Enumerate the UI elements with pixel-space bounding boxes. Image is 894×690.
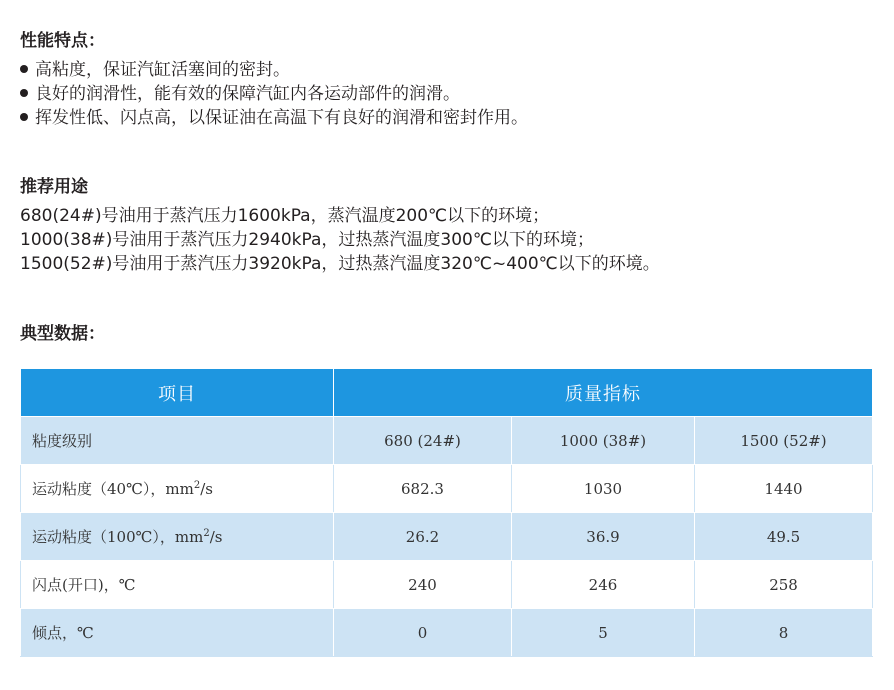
row-label-text: 运动粘度（40℃），mm xyxy=(32,480,194,498)
cell-value: 49.5 xyxy=(695,513,873,561)
feature-text: 良好的润滑性，能有效的保障汽缸内各运动部件的润滑。 xyxy=(35,84,460,104)
cell-value: 680 (24#) xyxy=(334,417,512,465)
row-label-sup: 2 xyxy=(203,528,210,539)
row-label: 粘度级别 xyxy=(21,417,334,465)
cell-value: 246 xyxy=(512,561,695,609)
row-label: 闪点(开口)，℃ xyxy=(21,561,334,609)
features-section xyxy=(20,30,874,130)
bullet-icon xyxy=(20,113,28,121)
cell-value: 36.9 xyxy=(512,513,695,561)
table-row xyxy=(21,465,873,513)
feature-item xyxy=(20,106,874,130)
feature-text: 高粘度，保证汽缸活塞间的密封。 xyxy=(35,60,290,80)
row-label-unit: /s xyxy=(200,480,213,498)
cell-value: 1000 (38#) xyxy=(512,417,695,465)
row-label-unit: /s xyxy=(209,528,223,546)
cell-value: 26.2 xyxy=(334,513,512,561)
feature-text: 挥发性低、闪点高，以保证油在高温下有良好的润滑和密封作用。 xyxy=(35,108,528,128)
cell-value: 1500 (52#) xyxy=(695,417,873,465)
usage-line: 680(24#)号油用于蒸汽压力1600kPa，蒸汽温度200℃以下的环境； xyxy=(20,206,550,226)
usage-section xyxy=(20,176,874,276)
typical-data-table xyxy=(20,368,873,657)
table-row xyxy=(21,609,873,657)
cell-value: 682.3 xyxy=(334,465,512,513)
table-header-row xyxy=(21,369,873,417)
row-label xyxy=(21,465,334,513)
table-row xyxy=(21,417,873,465)
cell-value: 1030 xyxy=(512,465,695,513)
cell-value: 5 xyxy=(512,609,695,657)
usage-line: 1000(38#)号油用于蒸汽压力2940kPa，过热蒸汽温度300℃以下的环境； xyxy=(20,230,594,250)
table-row xyxy=(21,561,873,609)
header-item: 项目 xyxy=(21,369,334,417)
cell-value: 240 xyxy=(334,561,512,609)
row-label-text: 运动粘度（100℃），mm xyxy=(32,528,204,546)
row-label xyxy=(21,513,334,561)
usage-line: 1500(52#)号油用于蒸汽压力3920kPa，过热蒸汽温度320℃~400℃以下的环境。 xyxy=(20,254,660,274)
typical-data-heading: 典型数据： xyxy=(20,324,105,344)
bullet-icon xyxy=(20,65,28,73)
table-row xyxy=(21,513,873,561)
feature-item xyxy=(20,82,874,106)
row-label-sup: 2 xyxy=(193,480,201,491)
cell-value: 0 xyxy=(334,609,512,657)
typical-data-section xyxy=(20,323,874,345)
usage-heading: 推荐用途 xyxy=(20,177,88,197)
features-heading: 性能特点： xyxy=(20,31,105,51)
row-label: 倾点，℃ xyxy=(21,609,334,657)
header-quality: 质量指标 xyxy=(334,369,873,417)
cell-value: 8 xyxy=(695,609,873,657)
bullet-icon xyxy=(20,89,28,97)
cell-value: 1440 xyxy=(695,465,873,513)
cell-value: 258 xyxy=(695,561,873,609)
feature-item xyxy=(20,58,874,82)
